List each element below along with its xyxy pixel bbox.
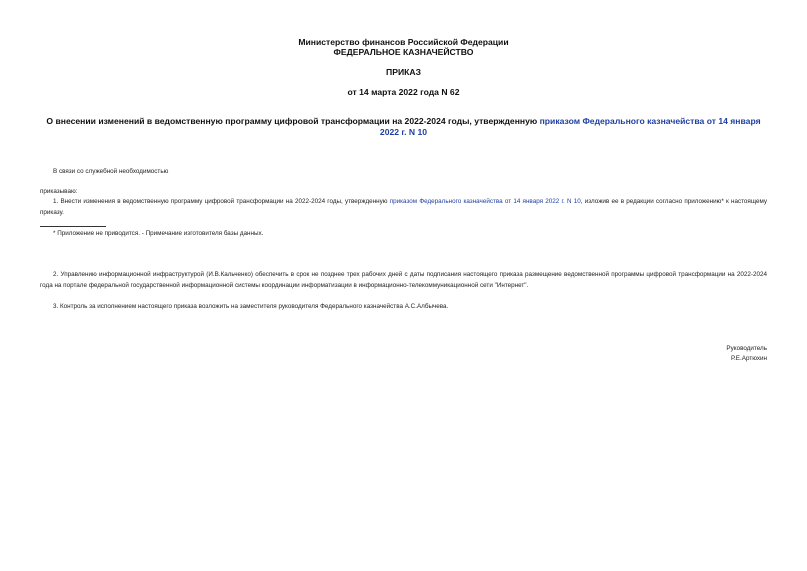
document-title [40, 116, 767, 138]
document-date-number: от 14 марта 2022 года N 62 [347, 87, 460, 97]
title-text: О внесении изменений в ведомственную программу цифровой трансформации на 2022-2024 годы, утвержденную [46, 116, 540, 126]
title-link[interactable]: приказом Федерального казначейства от 14 января 2022 г. N 10 [379, 116, 761, 137]
ministry-name: Министерство финансов Российской Федерации [298, 37, 509, 47]
agency-name: ФЕДЕРАЛЬНОЕ КАЗНАЧЕЙСТВО [333, 47, 474, 57]
preamble-text: В связи со служебной необходимостью [53, 168, 169, 175]
item-3-paragraph: 3. Контроль за исполнением настоящего приказа возложить на заместителя руководителя Федерального казначейства А.С.Албычева. [53, 303, 449, 310]
footnote-text: * Приложение не приводится. - Примечание изготовителя базы данных. [53, 230, 264, 237]
item-1-text: 1. Внести изменения в ведомственную программу цифровой трансформации на 2022-2024 годы, утвержденную [53, 198, 390, 205]
signatory-position: Руководитель [726, 345, 767, 352]
item-1-suffix: , изложив ее в редакции согласно приложению* к настоящему приказу. [40, 198, 767, 216]
item-1-link[interactable]: приказом Федерального казначейства от 14 января 2022 г. N 10 [389, 198, 581, 205]
order-word: приказываю: [40, 188, 78, 195]
document-type: ПРИКАЗ [386, 67, 421, 77]
footnote-divider [40, 226, 106, 227]
signatory-name: Р.Е.Артюхин [731, 355, 767, 362]
item-2-paragraph: 2. Управлению информационной инфраструктурой (И.В.Кальченко) обеспечить в срок не позднее трех рабочих дней с даты подписания настоящего приказа размещение ведомственной программы цифровой трансформации на 2022-2024 года на портале федеральной государственной информационной системы координации информатизации в информационно-телекоммуникационной сети "Интернет". [40, 271, 767, 289]
item-1-paragraph [40, 197, 767, 218]
